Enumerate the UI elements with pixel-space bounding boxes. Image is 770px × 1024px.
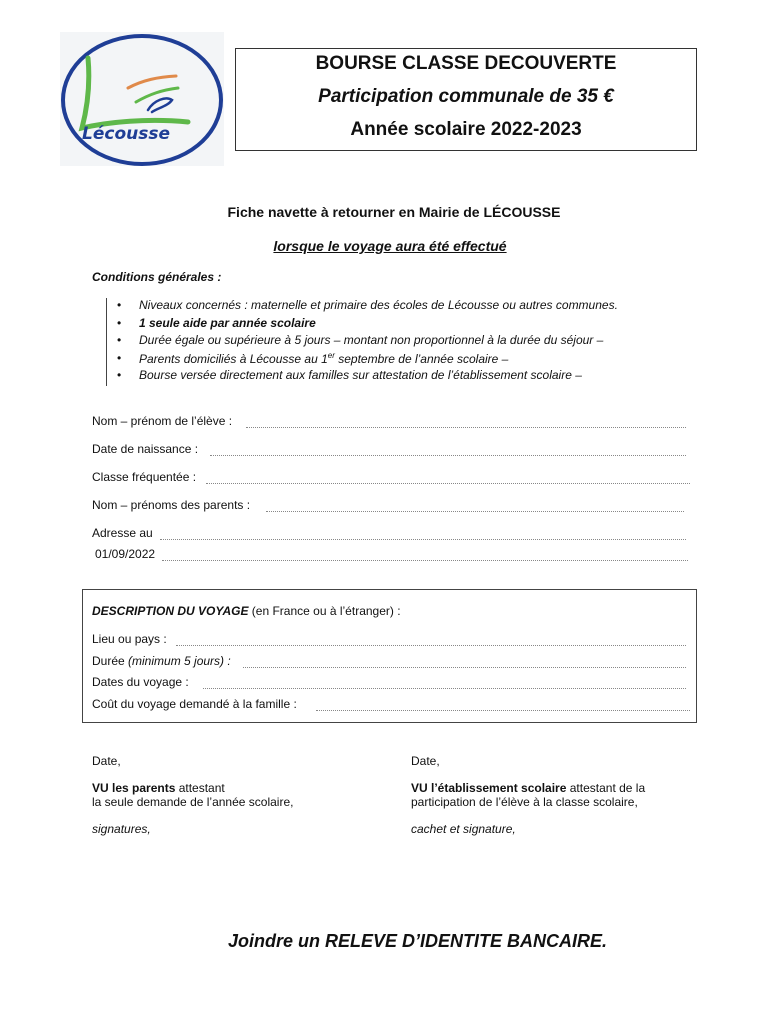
- condition-when: lorsque le voyage aura été effectué: [273, 238, 507, 254]
- logo-text: Lécousse: [82, 124, 170, 144]
- bank-details-notice: Joindre un RELEVE D’IDENTITE BANCAIRE.: [227, 931, 608, 951]
- bullet-icon: •: [117, 333, 122, 347]
- class-label: Classe fréquentée :: [92, 470, 197, 484]
- bullet-icon: •: [117, 298, 122, 312]
- school-date-label: Date,: [411, 754, 440, 768]
- cost-field[interactable]: [316, 710, 690, 711]
- duration-label: Durée (minimum 5 jours) :: [92, 654, 231, 668]
- parents-attest-line1: VU les parents attestant: [92, 781, 225, 795]
- duration-field[interactable]: [243, 667, 686, 668]
- school-attest-line2: participation de l’élève à la classe scolaire,: [411, 795, 638, 809]
- address-date: 01/09/2022: [95, 547, 156, 561]
- place-field[interactable]: [176, 645, 686, 646]
- bullet-icon: •: [117, 368, 122, 382]
- lecousse-logo: [58, 30, 226, 168]
- parents-field[interactable]: [266, 511, 684, 512]
- place-label: Lieu ou pays :: [92, 632, 167, 646]
- parents-attest-line2: la seule demande de l’année scolaire,: [92, 795, 294, 809]
- address-label: Adresse au: [92, 526, 153, 540]
- document-subtitle: Participation communale de 35 €: [318, 86, 614, 107]
- address-field[interactable]: [160, 539, 686, 540]
- bullet-icon: •: [117, 350, 122, 365]
- bullet-icon: •: [117, 315, 122, 330]
- parents-signature-label: signatures,: [92, 822, 151, 836]
- document-title: BOURSE CLASSE DECOUVERTE: [315, 53, 617, 74]
- class-field[interactable]: [206, 483, 690, 484]
- school-year: Année scolaire 2022-2023: [350, 119, 582, 140]
- parents-date-label: Date,: [92, 754, 121, 768]
- fiche-navette: Fiche navette à retourner en Mairie de LÉCOUSSE: [227, 204, 561, 220]
- trip-description-box: [82, 589, 697, 723]
- school-attest-line1: VU l’établissement scolaire attestant de la: [411, 781, 646, 795]
- conditions-title: Conditions générales :: [92, 270, 222, 284]
- school-signature-label: cachet et signature,: [411, 822, 516, 836]
- address-field-2[interactable]: [162, 560, 688, 561]
- birthdate-label: Date de naissance :: [92, 442, 199, 456]
- cost-label: Coût du voyage demandé à la famille :: [92, 697, 297, 711]
- conditions-list: • Niveaux concernés : maternelle et primaire des écoles de Lécousse ou autres communes. • 1 seule aide par année scolaire • Durée égale ou supérieure à 5 jours – montant non proportionnel à la durée du séjour – • Parents domiciliés à Lécousse au 1er septembre de l’année scolaire – • Bourse versée directement aux familles sur attestation de l’établissement scolaire –: [106, 298, 107, 386]
- description-title: DESCRIPTION DU VOYAGE (en France ou à l’étranger) :: [92, 604, 401, 618]
- title-box: [235, 48, 697, 151]
- student-name-label: Nom – prénom de l’élève :: [92, 414, 233, 428]
- dates-label: Dates du voyage :: [92, 675, 189, 689]
- student-name-field[interactable]: [246, 427, 686, 428]
- birthdate-field[interactable]: [210, 455, 686, 456]
- dates-field[interactable]: [203, 688, 686, 689]
- parents-label: Nom – prénoms des parents :: [92, 498, 251, 512]
